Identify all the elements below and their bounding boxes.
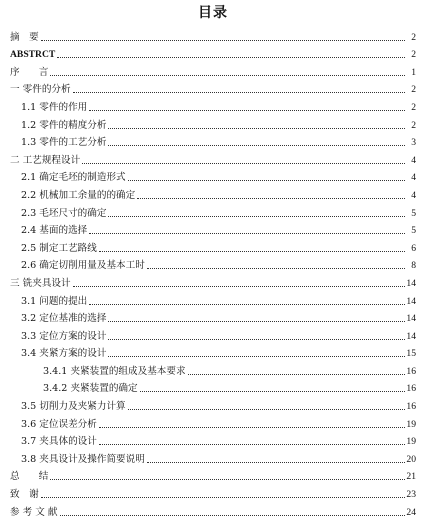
toc-entry-label: 3.5 切削力及夹紧力计算 — [21, 401, 126, 413]
toc-entry[interactable] — [10, 272, 416, 290]
toc-dot-leader — [108, 216, 405, 217]
toc-entry-page-number: 16 — [406, 365, 416, 377]
toc-entry[interactable] — [10, 448, 416, 466]
toc-entry-page-number: 2 — [411, 49, 416, 61]
toc-entry-label: ABSTRCT — [10, 49, 56, 61]
toc-dot-leader — [89, 233, 405, 234]
toc-dot-leader — [128, 409, 405, 410]
toc-entry[interactable] — [10, 360, 416, 378]
toc-entry-label: 2.2 机械加工余量的的确定 — [21, 189, 136, 201]
toc-entry[interactable] — [10, 167, 416, 185]
toc-entry[interactable] — [10, 220, 416, 238]
toc-entry-label: 1.2 零件的精度分析 — [21, 119, 107, 131]
toc-entry-label: 1.3 零件的工艺分析 — [21, 137, 107, 149]
toc-entry-page-number: 1 — [411, 66, 416, 78]
toc-entry-label: 1.1 零件的作用 — [21, 101, 88, 113]
toc-entry[interactable] — [10, 132, 416, 150]
toc-entry-page-number: 23 — [406, 489, 416, 501]
toc-entry[interactable] — [10, 413, 416, 431]
toc-entry-label: 总 结 — [10, 471, 49, 483]
toc-entry-label: 3.4.2 夹紧装置的确定 — [43, 383, 138, 395]
toc-entry[interactable] — [10, 378, 416, 396]
toc-entry-label: 三 铣夹具设计 — [10, 277, 71, 289]
toc-entry-page-number: 4 — [411, 172, 416, 184]
toc-entry-label: 3.6 定位误差分析 — [21, 418, 97, 430]
toc-entry-page-number: 14 — [406, 277, 416, 289]
toc-entry-page-number: 6 — [411, 242, 416, 254]
toc-entry-label: 3.4 夹紧方案的设计 — [21, 348, 107, 360]
toc-dot-leader — [108, 128, 405, 129]
toc-dot-leader — [99, 251, 405, 252]
toc-entry-label: 3.1 问题的提出 — [21, 295, 88, 307]
toc-entry-page-number: 14 — [406, 330, 416, 342]
toc-entry[interactable] — [10, 114, 416, 132]
toc-entry-label: 2.4 基面的选择 — [21, 225, 88, 237]
toc-dot-leader — [73, 286, 405, 287]
toc-entry[interactable] — [10, 237, 416, 255]
toc-dot-leader — [50, 75, 405, 76]
toc-entry-label: 3.4.1 夹紧装置的组成及基本要求 — [43, 365, 186, 377]
toc-dot-leader — [108, 356, 405, 357]
toc-entry-page-number: 2 — [411, 119, 416, 131]
toc-list — [10, 26, 416, 519]
toc-entry[interactable] — [10, 26, 416, 44]
toc-entry-page-number: 21 — [406, 471, 416, 483]
toc-entry-page-number: 24 — [406, 506, 416, 518]
toc-entry[interactable] — [10, 44, 416, 62]
toc-dot-leader — [41, 40, 405, 41]
toc-dot-leader — [60, 515, 405, 516]
toc-entry[interactable] — [10, 395, 416, 413]
toc-entry-page-number: 2 — [411, 84, 416, 96]
toc-entry[interactable] — [10, 325, 416, 343]
toc-entry-label: 3.8 夹具设计及操作简要说明 — [21, 453, 145, 465]
toc-entry-page-number: 4 — [411, 154, 416, 166]
toc-entry[interactable] — [10, 290, 416, 308]
toc-entry[interactable] — [10, 343, 416, 361]
toc-entry-page-number: 5 — [411, 207, 416, 219]
toc-dot-leader — [41, 497, 405, 498]
toc-entry-page-number: 5 — [411, 225, 416, 237]
toc-entry-label: 一 零件的分析 — [10, 84, 71, 96]
toc-entry-page-number: 15 — [406, 348, 416, 360]
toc-entry[interactable] — [10, 202, 416, 220]
toc-entry-label: 二 工艺规程设计 — [10, 154, 81, 166]
toc-entry[interactable] — [10, 501, 416, 519]
toc-entry-page-number: 16 — [406, 383, 416, 395]
toc-entry-label: 摘 要 — [10, 31, 39, 43]
toc-entry-page-number: 8 — [411, 260, 416, 272]
toc-entry-page-number: 20 — [406, 453, 416, 465]
toc-entry[interactable] — [10, 184, 416, 202]
toc-dot-leader — [73, 92, 405, 93]
toc-dot-leader — [99, 427, 405, 428]
toc-entry-page-number: 19 — [406, 436, 416, 448]
toc-entry[interactable] — [10, 431, 416, 449]
toc-entry-label: 序 言 — [10, 66, 49, 78]
toc-dot-leader — [99, 444, 405, 445]
toc-entry-page-number: 14 — [406, 295, 416, 307]
toc-entry-page-number: 3 — [411, 137, 416, 149]
toc-entry-label: 2.6 确定切削用量及基本工时 — [21, 260, 145, 272]
toc-dot-leader — [57, 57, 405, 58]
toc-entry[interactable] — [10, 96, 416, 114]
toc-entry-page-number: 4 — [411, 189, 416, 201]
toc-title: 目录 — [198, 5, 228, 21]
toc-entry-label: 致 谢 — [10, 489, 39, 501]
toc-entry-label: 3.2 定位基准的选择 — [21, 313, 107, 325]
toc-dot-leader — [89, 110, 405, 111]
toc-dot-leader — [147, 268, 405, 269]
toc-dot-leader — [140, 391, 405, 392]
toc-dot-leader — [137, 198, 405, 199]
toc-entry[interactable] — [10, 61, 416, 79]
toc-entry[interactable] — [10, 255, 416, 273]
toc-dot-leader — [50, 479, 405, 480]
toc-entry-label: 2.5 制定工艺路线 — [21, 242, 97, 254]
toc-dot-leader — [128, 180, 405, 181]
toc-entry[interactable] — [10, 483, 416, 501]
toc-entry-label: 3.7 夹具体的设计 — [21, 436, 97, 448]
toc-entry[interactable] — [10, 466, 416, 484]
toc-dot-leader — [108, 145, 405, 146]
toc-dot-leader — [89, 304, 405, 305]
toc-entry[interactable] — [10, 149, 416, 167]
toc-entry[interactable] — [10, 308, 416, 326]
toc-entry-label: 参 考 文 献 — [10, 506, 58, 518]
toc-entry-page-number: 2 — [411, 101, 416, 113]
toc-entry-label: 3.3 定位方案的设计 — [21, 330, 107, 342]
toc-entry-page-number: 19 — [406, 418, 416, 430]
toc-entry-page-number: 2 — [411, 31, 416, 43]
toc-entry-label: 2.1 确定毛坯的制造形式 — [21, 172, 126, 184]
toc-entry-page-number: 14 — [406, 313, 416, 325]
toc-entry-page-number: 16 — [406, 401, 416, 413]
toc-entry-label: 2.3 毛坯尺寸的确定 — [21, 207, 107, 219]
toc-dot-leader — [188, 374, 405, 375]
toc-entry[interactable] — [10, 79, 416, 97]
toc-dot-leader — [82, 163, 405, 164]
toc-dot-leader — [108, 321, 405, 322]
toc-dot-leader — [108, 339, 405, 340]
toc-dot-leader — [147, 462, 405, 463]
